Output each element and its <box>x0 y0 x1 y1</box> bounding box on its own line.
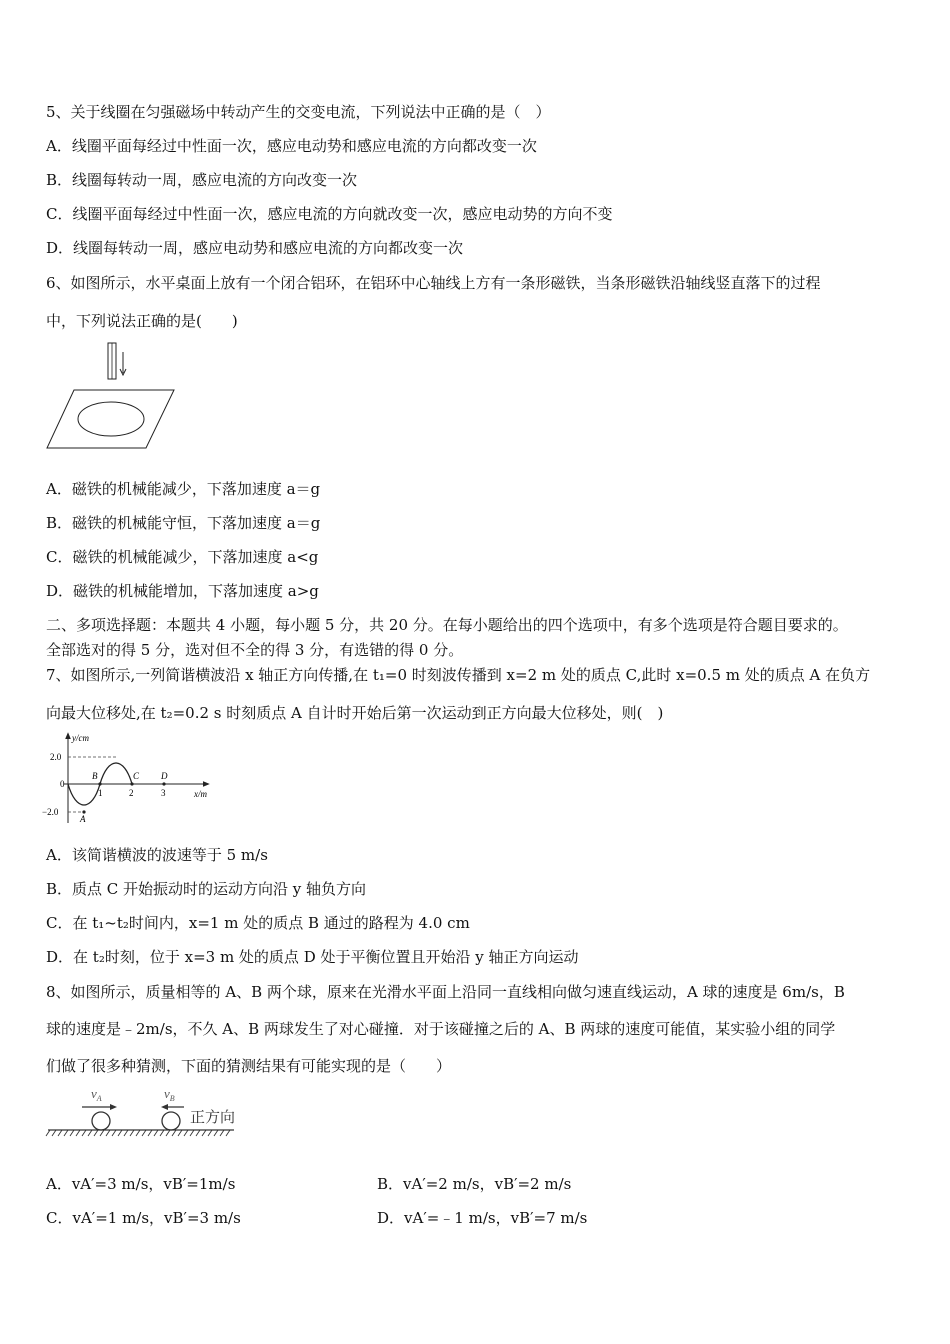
q7-stem-line2: 向最大位移处,在 t₂=0.2 s 时刻质点 A 自计时开始后第一次运动到正方向最大位移处，则( ) <box>46 704 664 722</box>
ground-hatching <box>46 1130 230 1136</box>
q8-stem-line3: 们做了很多种猜测，下面的猜测结果有可能实现的是（ ） <box>46 1057 452 1075</box>
section2-line1: 二、多项选择题：本题共 4 小题，每小题 5 分，共 20 分。在每小题给出的四个选项中，有多个选项是符合题目要求的。 <box>46 616 848 634</box>
y-axis-label: y/cm <box>72 733 89 743</box>
q5-option-a: A．线圈平面每经过中性面一次，感应电动势和感应电流的方向都改变一次 <box>46 137 537 155</box>
q6-magnet-ring-figure <box>44 340 179 452</box>
q6-option-a: A．磁铁的机械能减少，下落加速度 a＝g <box>46 480 321 498</box>
q7-stem-line1: 7、如图所示,一列简谐横波沿 x 轴正方向传播,在 t₁=0 时刻波传播到 x=2 m 处的质点 C,此时 x=0.5 m 处的质点 A 在负方 <box>46 666 871 684</box>
y-axis-arrow <box>66 733 71 739</box>
q8-option-c: C．vA′=1 m/s，vB′=3 m/s <box>46 1209 241 1227</box>
section2-line2: 全部选对的得 5 分，选对但不全的得 3 分，有选错的得 0 分。 <box>46 641 464 659</box>
positive-direction-label: 正方向 <box>190 1108 236 1126</box>
q6-option-d: D．磁铁的机械能增加，下落加速度 a>g <box>46 582 319 600</box>
q6-stem-line2: 中，下列说法正确的是( ) <box>46 312 238 330</box>
ball-b <box>162 1112 180 1130</box>
q7-option-b: B．质点 C 开始振动时的运动方向沿 y 轴负方向 <box>46 880 367 898</box>
ball-a <box>92 1112 110 1130</box>
q8-collision-figure <box>44 1083 254 1145</box>
q8-stem-line2: 球的速度是﹣2m/s，不久 A、B 两球发生了对心碰撞．对于该碰撞之后的 A、B 两球的速度可能值，某实验小组的同学 <box>46 1020 836 1038</box>
point-b-marker <box>98 782 101 785</box>
q5-option-d: D．线圈每转动一周，感应电动势和感应电流的方向都改变一次 <box>46 239 464 257</box>
aluminum-ring <box>78 402 144 436</box>
vb-label: $v_B$ <box>164 1086 175 1103</box>
point-a-label: A <box>80 814 86 824</box>
point-c-label: C <box>133 771 140 781</box>
q7-option-a: A．该简谐横波的波速等于 5 m/s <box>46 846 268 864</box>
x-tick-1: 1 <box>98 788 103 798</box>
va-arrow-head <box>110 1104 117 1110</box>
q7-option-c: C．在 t₁~t₂时间内，x=1 m 处的质点 B 通过的路程为 4.0 cm <box>46 914 470 932</box>
q6-option-c: C．磁铁的机械能减少，下落加速度 a<g <box>46 548 319 566</box>
q5-stem: 5、关于线圈在匀强磁场中转动产生的交变电流，下列说法中正确的是（ ） <box>46 103 551 121</box>
y-tick-2: 2.0 <box>50 752 62 762</box>
x-axis-arrow <box>203 782 209 787</box>
q5-option-c: C．线圈平面每经过中性面一次，感应电流的方向就改变一次，感应电动势的方向不变 <box>46 205 613 223</box>
x-axis-label: x/m <box>194 789 207 799</box>
q6-stem-line1: 6、如图所示，水平桌面上放有一个闭合铝环，在铝环中心轴线上方有一条形磁铁，当条形磁铁沿轴线竖直落下的过程 <box>46 274 821 292</box>
q8-option-a: A．vA′=3 m/s，vB′=1m/s <box>46 1175 236 1193</box>
point-b-label: B <box>92 771 98 781</box>
va-label: $v_A$ <box>91 1086 102 1103</box>
q8-option-d: D．vA′=﹣1 m/s，vB′=7 m/s <box>377 1209 588 1227</box>
q8-option-b: B．vA′=2 m/s，vB′=2 m/s <box>377 1175 572 1193</box>
point-c-marker <box>130 782 133 785</box>
y-tick-neg2: −2.0 <box>42 807 59 817</box>
y-tick-0: 0 <box>60 779 65 789</box>
table-surface <box>47 390 174 448</box>
x-tick-2: 2 <box>129 788 134 798</box>
point-d-marker <box>162 782 165 785</box>
q6-option-b: B．磁铁的机械能守恒，下落加速度 a＝g <box>46 514 321 532</box>
vb-arrow-head <box>161 1104 168 1110</box>
x-tick-3: 3 <box>161 788 166 798</box>
q7-option-d: D．在 t₂时刻，位于 x=3 m 处的质点 D 处于平衡位置且开始沿 y 轴正方向运动 <box>46 948 579 966</box>
q8-stem-line1: 8、如图所示，质量相等的 A、B 两个球，原来在光滑水平面上沿同一直线相向做匀速直线运动，A 球的速度是 6m/s，B <box>46 983 845 1001</box>
q5-option-b: B．线圈每转动一周，感应电流的方向改变一次 <box>46 171 358 189</box>
point-d-label: D <box>161 771 168 781</box>
q7-wave-graph <box>40 728 220 828</box>
